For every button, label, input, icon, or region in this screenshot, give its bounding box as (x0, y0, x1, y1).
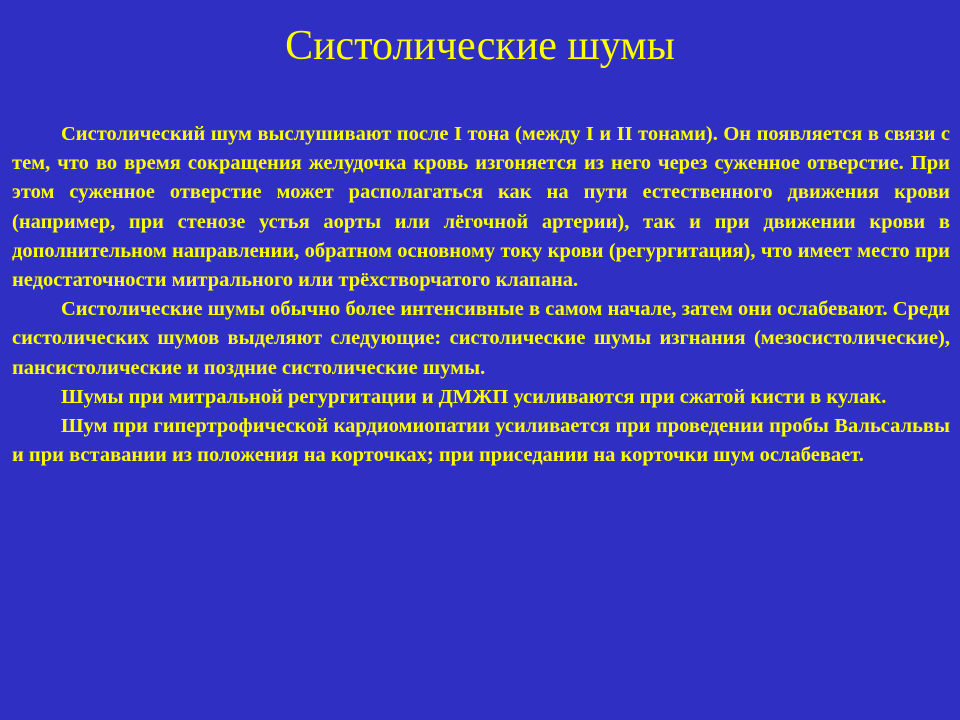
paragraph-systolic-murmur-types: Систолические шумы обычно более интенсивные в самом начале, затем они ослабевают. Среди систолических шумов выделяют следующие: систолические шумы изгнания (мезосистолические), пансистолические и поздние систолические шумы. (12, 298, 950, 379)
paragraph-hypertrophic-cardiomyopathy: Шум при гипертрофической кардиомиопатии усиливается при проведении пробы Вальсальвы и при вставании из положения на корточках; при приседании на корточки шум ослабевает. (12, 415, 950, 467)
slide-body (12, 120, 950, 470)
paragraph-mitral-regurgitation: Шумы при митральной регургитации и ДМЖП усиливаются при сжатой кисти в кулак. (61, 385, 887, 408)
slide-title: Систолические шумы (285, 23, 675, 69)
paragraph-systolic-murmur-definition: Систолический шум выслушивают после I тона (между I и II тонами). Он появляется в связи с тем, что во время сокращения желудочка кровь изгоняется из него через суженное отверстие. При этом суженное отверстие может располагаться как на пути естественного движения крови (например, при стенозе устья аорты или лёгочной артерии), так и при движении крови в дополнительном направлении, обратном основному току крови (регургитация), что имеет место при недостаточности митрального или трёхстворчатого клапана. (12, 123, 950, 292)
